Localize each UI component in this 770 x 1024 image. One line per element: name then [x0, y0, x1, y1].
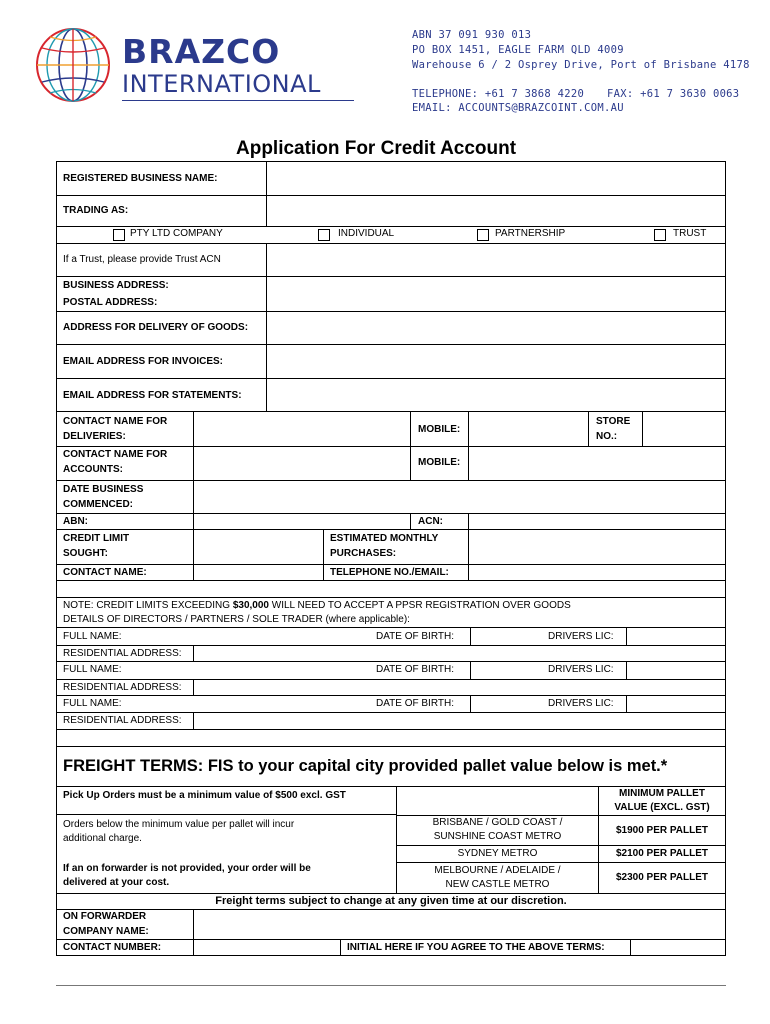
header-fax: FAX: +61 7 3630 0063 — [607, 88, 740, 100]
residential-field-3[interactable] — [195, 714, 724, 728]
full-name-label-1: FULL NAME: — [63, 631, 122, 642]
on-forwarder-field[interactable] — [195, 911, 724, 938]
postal-address-label: POSTAL ADDRESS: — [63, 297, 158, 308]
on-forwarder-label-line2: COMPANY NAME: — [63, 926, 149, 937]
telephone-email-label: TELEPHONE NO./EMAIL: — [330, 567, 449, 578]
forwarder-text-line1: If an on forwarder is not provided, your order will be — [63, 863, 311, 874]
registered-name-field[interactable] — [268, 163, 724, 194]
residential-field-1[interactable] — [195, 647, 724, 660]
region-melbourne-line1: MELBOURNE / ADELAIDE / — [434, 865, 561, 876]
header-po-box: PO BOX 1451, EAGLE FARM QLD 4009 — [412, 44, 624, 56]
email-invoices-field[interactable] — [268, 346, 724, 377]
pty-ltd-checkbox[interactable] — [113, 229, 125, 241]
residential-field-2[interactable] — [195, 681, 724, 694]
full-name-label-3: FULL NAME: — [63, 698, 122, 709]
date-commenced-label-line2: COMMENCED: — [63, 499, 133, 510]
store-no-label-line1: STORE — [596, 416, 631, 427]
logo-underline — [122, 100, 354, 101]
residential-label-3: RESIDENTIAL ADDRESS: — [63, 715, 182, 726]
contact-accounts-label-line2: ACCOUNTS: — [63, 464, 123, 475]
delivery-address-field[interactable] — [268, 313, 724, 343]
email-statements-label: EMAIL ADDRESS FOR STATEMENTS: — [63, 390, 242, 401]
trust-label: TRUST — [673, 228, 707, 239]
store-no-label-line2: NO.: — [596, 431, 618, 442]
form-title: Application For Credit Account — [236, 138, 517, 159]
trust-acn-field[interactable] — [268, 245, 724, 275]
dob-label-3: DATE OF BIRTH: — [376, 698, 454, 709]
value-brisbane: $1900 PER PALLET — [615, 825, 709, 836]
full-name-label-2: FULL NAME: — [63, 664, 122, 675]
mobile-deliveries-label: MOBILE: — [418, 424, 461, 435]
residential-label-1: RESIDENTIAL ADDRESS: — [63, 648, 182, 659]
region-sydney: SYDNEY METRO — [457, 848, 538, 859]
individual-label: INDIVIDUAL — [338, 228, 395, 239]
header-warehouse: Warehouse 6 / 2 Osprey Drive, Port of Brisbane 4178 — [412, 59, 750, 71]
globe-logo-icon — [30, 24, 116, 106]
header-email: EMAIL: ACCOUNTS@BRAZCOINT.COM.AU — [412, 102, 624, 114]
min-pallet-header-line1: MINIMUM PALLET — [619, 788, 705, 799]
pty-ltd-label: PTY LTD COMPANY — [130, 228, 223, 239]
est-monthly-label-line1: ESTIMATED MONTHLY — [330, 533, 439, 544]
value-melbourne: $2300 PER PALLET — [615, 872, 709, 883]
value-sydney: $2100 PER PALLET — [615, 848, 709, 859]
contact-deliveries-label-line1: CONTACT NAME FOR — [63, 416, 168, 427]
partnership-checkbox[interactable] — [477, 229, 489, 241]
date-commenced-field[interactable] — [195, 482, 724, 512]
below-minimum-text-line2: additional charge. — [63, 833, 142, 844]
on-forwarder-label-line1: ON FORWARDER — [63, 911, 147, 922]
email-statements-field[interactable] — [268, 380, 724, 410]
below-minimum-text-line1: Orders below the minimum value per pallet will incur — [63, 819, 295, 830]
contact-name-label: CONTACT NAME: — [63, 567, 147, 578]
header-abn: ABN 37 091 930 013 — [412, 29, 532, 41]
freight-heading: FREIGHT TERMS: FIS to your capital city provided pallet value below is met.* — [63, 757, 668, 775]
store-no-field[interactable] — [644, 413, 724, 445]
date-commenced-label-line1: DATE BUSINESS — [63, 484, 144, 495]
contact-number-label: CONTACT NUMBER: — [63, 942, 162, 953]
contact-name-field[interactable] — [195, 566, 322, 579]
directors-details-heading: DETAILS OF DIRECTORS / PARTNERS / SOLE TRADER (where applicable): — [63, 614, 410, 625]
dob-label-1: DATE OF BIRTH: — [376, 631, 454, 642]
registered-name-label: REGISTERED BUSINESS NAME: — [63, 173, 218, 184]
contact-number-field[interactable] — [195, 941, 339, 954]
email-invoices-label: EMAIL ADDRESS FOR INVOICES: — [63, 356, 224, 367]
logo-brand-sub: INTERNATIONAL — [122, 70, 321, 98]
initial-agree-label: INITIAL HERE IF YOU AGREE TO THE ABOVE TERMS: — [347, 942, 605, 953]
trading-as-field[interactable] — [268, 197, 724, 225]
acn-field[interactable] — [470, 514, 724, 528]
trading-as-label: TRADING AS: — [63, 205, 129, 216]
acn-label: ACN: — [418, 516, 443, 527]
est-monthly-field[interactable] — [470, 531, 724, 563]
drivers-label-2: DRIVERS LIC: — [548, 664, 614, 675]
individual-checkbox[interactable] — [318, 229, 330, 241]
credit-limit-label-line2: SOUGHT: — [63, 548, 108, 559]
residential-label-2: RESIDENTIAL ADDRESS: — [63, 682, 182, 693]
business-address-label: BUSINESS ADDRESS: — [63, 280, 169, 291]
min-pallet-header-line2: VALUE (EXCL. GST) — [614, 802, 710, 813]
footer-divider — [56, 985, 726, 986]
pickup-minimum-text: Pick Up Orders must be a minimum value of $500 excl. GST — [63, 790, 346, 801]
company-logo — [30, 24, 360, 104]
freight-subject-change: Freight terms subject to change at any given time at our discretion. — [215, 895, 567, 907]
logo-brand-name: BRAZCO — [122, 32, 281, 71]
drivers-field-3[interactable] — [628, 697, 724, 711]
initial-field[interactable] — [632, 941, 724, 954]
trust-checkbox[interactable] — [654, 229, 666, 241]
forwarder-text-line2: delivered at your cost. — [63, 877, 170, 888]
est-monthly-label-line2: PURCHASES: — [330, 548, 397, 559]
abn-label: ABN: — [63, 516, 88, 527]
dob-label-2: DATE OF BIRTH: — [376, 664, 454, 675]
mobile-accounts-field[interactable] — [470, 448, 724, 479]
drivers-label-1: DRIVERS LIC: — [548, 631, 614, 642]
drivers-label-3: DRIVERS LIC: — [548, 698, 614, 709]
telephone-email-field[interactable] — [470, 566, 724, 579]
ppsr-note: NOTE: CREDIT LIMITS EXCEEDING $30,000 WILL NEED TO ACCEPT A PPSR REGISTRATION OVER GOODS — [63, 600, 571, 611]
partnership-label: PARTNERSHIP — [495, 228, 566, 239]
region-brisbane-line1: BRISBANE / GOLD COAST / — [432, 817, 563, 828]
drivers-field-2[interactable] — [628, 663, 724, 678]
region-brisbane-line2: SUNSHINE COAST METRO — [433, 831, 562, 842]
trust-acn-label: If a Trust, please provide Trust ACN — [63, 254, 221, 265]
credit-limit-label-line1: CREDIT LIMIT — [63, 533, 130, 544]
drivers-field-1[interactable] — [628, 629, 724, 644]
contact-deliveries-label-line2: DELIVERIES: — [63, 431, 126, 442]
mobile-accounts-label: MOBILE: — [418, 457, 461, 468]
header-telephone: TELEPHONE: +61 7 3868 4220 — [412, 88, 585, 100]
contact-accounts-field[interactable] — [195, 448, 409, 479]
delivery-address-label: ADDRESS FOR DELIVERY OF GOODS: — [63, 322, 249, 333]
contact-accounts-label-line1: CONTACT NAME FOR — [63, 449, 168, 460]
abn-field[interactable] — [195, 514, 409, 528]
region-melbourne-line2: NEW CASTLE METRO — [445, 879, 550, 890]
contact-deliveries-field[interactable] — [195, 413, 409, 445]
credit-limit-field[interactable] — [195, 531, 322, 563]
mobile-deliveries-field[interactable] — [470, 413, 587, 445]
address-field[interactable] — [268, 278, 724, 310]
